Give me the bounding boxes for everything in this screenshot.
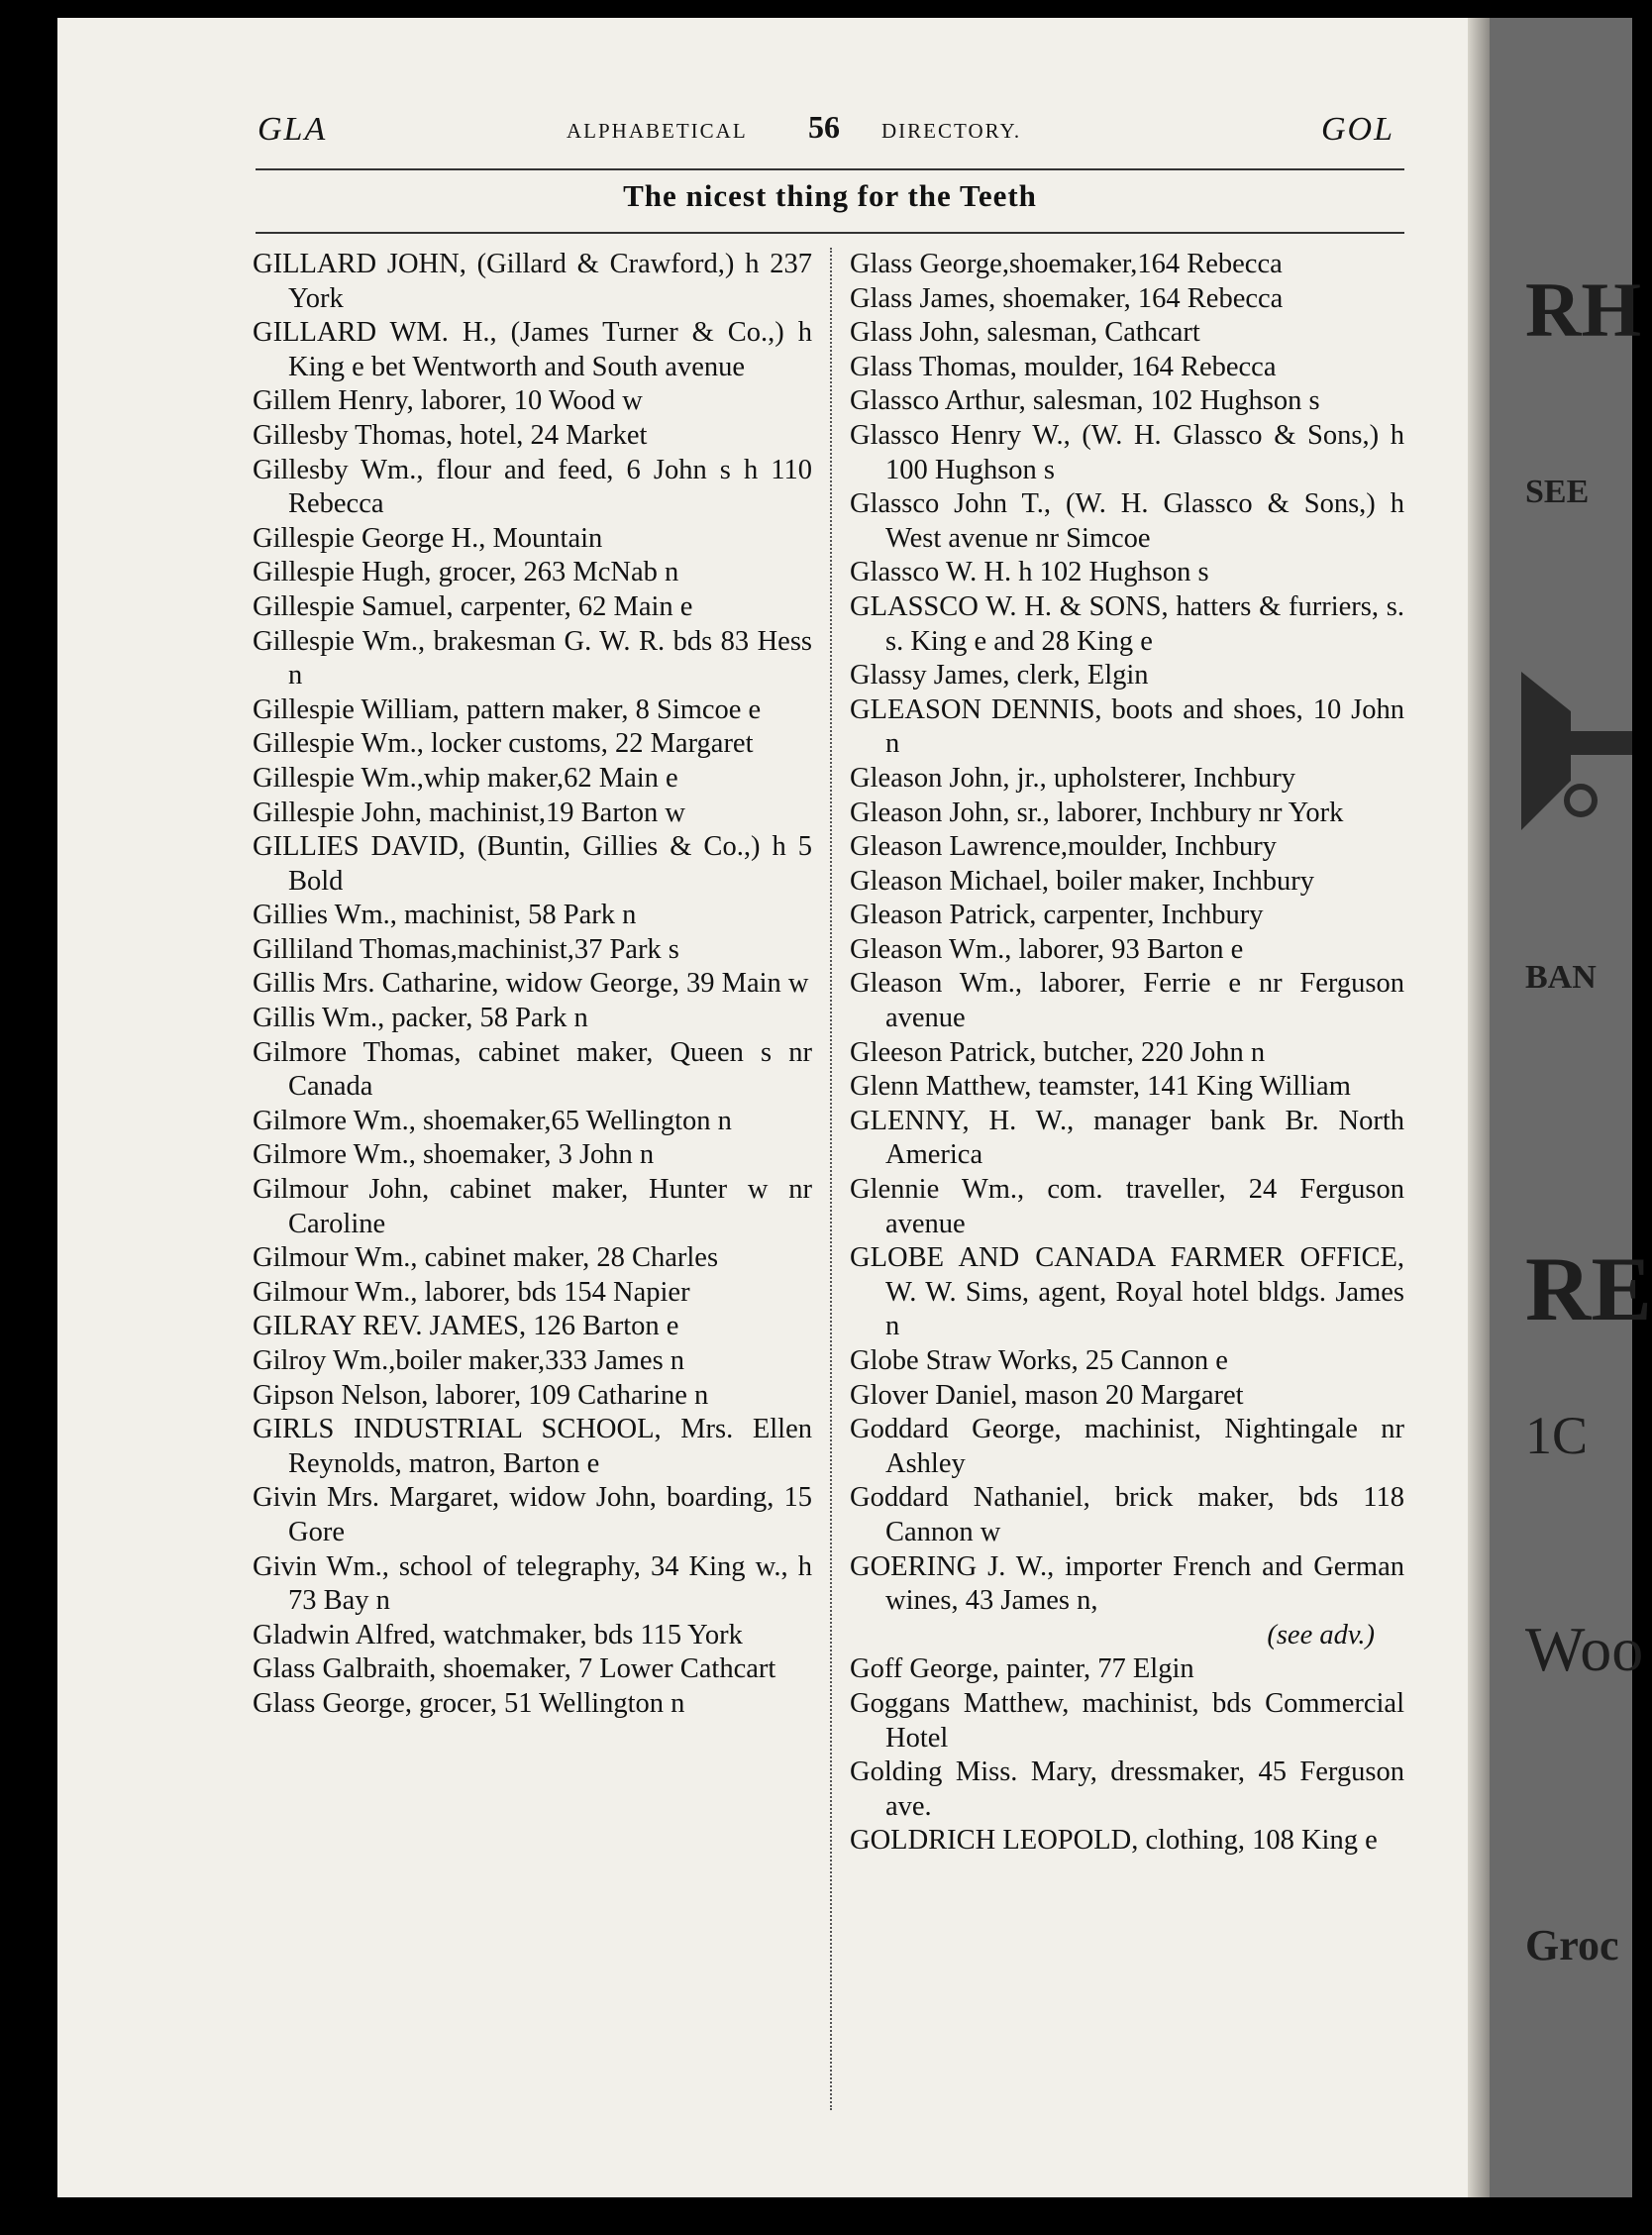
right-column <box>850 248 1404 1859</box>
directory-entry: Gilmour Wm., cabinet maker, 28 Charles <box>253 1242 719 1274</box>
directory-entry: Gilmore Thomas, cabinet maker, Queen s nr Canada <box>253 1036 812 1103</box>
directory-entry: Gleason Patrick, carpenter, Inchbury <box>850 900 1264 931</box>
see-advert-note: (see adv.) <box>1267 1619 1375 1650</box>
directory-entry: Gillis Mrs. Catharine, widow George, 39 Main w <box>253 968 809 1000</box>
directory-entry: Gilmour Wm., laborer, bds 154 Napier <box>253 1276 690 1308</box>
directory-entry: Gillespie Wm.,whip maker,62 Main e <box>253 762 678 794</box>
directory-entry: GILLIES DAVID, (Buntin, Gillies & Co.,) h 5 Bold <box>253 831 812 897</box>
directory-entry: Golding Miss. Mary, dressmaker, 45 Ferguson ave. <box>850 1756 1404 1822</box>
directory-entry: Glass John, salesman, Cathcart <box>850 317 1200 349</box>
directory-entry: Gillies Wm., machinist, 58 Park n <box>253 900 637 931</box>
directory-entry: Gleason John, jr., upholsterer, Inchbury <box>850 762 1296 794</box>
directory-entry: Goddard George, machinist, Nightingale nr Ashley <box>850 1414 1404 1479</box>
directory-entry: Gleason Wm., laborer, Ferrie e nr Ferguson avenue <box>850 968 1404 1034</box>
page-edge <box>1468 18 1490 2197</box>
directory-entry: Glass George,shoemaker,164 Rebecca <box>850 249 1283 279</box>
directory-entry: Glassy James, clerk, Elgin <box>850 660 1149 692</box>
directory-entry: Gillespie Wm., locker customs, 22 Margaret <box>253 728 754 760</box>
directory-entry: GILRAY REV. JAMES, 126 Barton e <box>253 1311 679 1342</box>
trumpet-icon <box>1511 652 1632 850</box>
directory-entry: GIRLS INDUSTRIAL SCHOOL, Mrs. Ellen Reynolds, matron, Barton e <box>253 1414 812 1479</box>
directory-entry: GILLARD JOHN, (Gillard & Crawford,) h 237 York <box>253 249 812 314</box>
directory-entry: GLOBE AND CANADA FARMER OFFICE, W. W. Sims, agent, Royal hotel bldgs. James n <box>850 1242 1404 1342</box>
running-head <box>198 103 1406 159</box>
directory-entry: Glennie Wm., com. traveller, 24 Ferguson avenue <box>850 1174 1404 1239</box>
directory-entry: Glass James, shoemaker, 164 Rebecca <box>850 282 1284 314</box>
directory-entry: Gillespie John, machinist,19 Barton w <box>253 797 685 828</box>
directory-entry: Gillespie George H., Mountain <box>253 522 603 554</box>
directory-entry: Gillespie Wm., brakesman G. W. R. bds 83 Hess n <box>253 625 812 692</box>
directory-entry: GOERING J. W., importer French and German wines, 43 James n, <box>850 1550 1404 1617</box>
directory-entry: Gillespie Hugh, grocer, 263 McNab n <box>253 557 679 588</box>
directory-entry: Givin Mrs. Margaret, widow John, boarding, 15 Gore <box>253 1482 812 1547</box>
directory-entry: Gilmour John, cabinet maker, Hunter w nr Caroline <box>253 1174 812 1239</box>
adjacent-ad-page <box>1490 18 1652 2197</box>
directory-entry: Gipson Nelson, laborer, 109 Catharine n <box>253 1379 709 1411</box>
directory-entry: Glassco Henry W., (W. H. Glassco & Sons,) h 100 Hughson s <box>850 419 1404 485</box>
directory-entry: Glover Daniel, mason 20 Margaret <box>850 1379 1244 1411</box>
directory-entry: Gillesby Wm., flour and feed, 6 John s h 110 Rebecca <box>253 454 812 520</box>
directory-entry: Glassco W. H. h 102 Hughson s <box>850 557 1209 588</box>
banner-rule <box>256 232 1404 234</box>
directory-entry: Gillespie Samuel, carpenter, 62 Main e <box>253 590 693 622</box>
directory-entry: Gleason John, sr., laborer, Inchbury nr York <box>850 797 1344 828</box>
directory-entry: Gleeson Patrick, butcher, 220 John n <box>850 1036 1266 1068</box>
ad-fragment-5: 1C <box>1525 1406 1589 1465</box>
directory-entry: Gilroy Wm.,boiler maker,333 James n <box>253 1345 685 1376</box>
header-center-left: ALPHABETICAL <box>567 119 748 143</box>
directory-entry: Gleason Lawrence,moulder, Inchbury <box>850 831 1277 863</box>
ad-fragment-4: RE <box>1525 1238 1652 1339</box>
page-number: 56 <box>808 109 840 145</box>
ad-fragment-6: Woo <box>1525 1614 1644 1684</box>
directory-entry: Gillespie William, pattern maker, 8 Simcoe e <box>253 693 762 725</box>
directory-entry: Glass George, grocer, 51 Wellington n <box>253 1687 685 1719</box>
header-rule <box>256 168 1404 170</box>
directory-entry: Gilmore Wm., shoemaker,65 Wellington n <box>253 1105 732 1136</box>
directory-entry: GLASSCO W. H. & SONS, hatters & furriers, s. s. King e and 28 King e <box>850 590 1404 657</box>
directory-entry: GLEASON DENNIS, boots and shoes, 10 John n <box>850 693 1404 760</box>
directory-entry: GILLARD WM. H., (James Turner & Co.,) h King e bet Wentworth and South avenue <box>253 317 812 382</box>
directory-entry: Gillis Wm., packer, 58 Park n <box>253 1003 588 1034</box>
directory-entry: Gleason Wm., laborer, 93 Barton e <box>850 933 1244 965</box>
left-column <box>253 248 812 1722</box>
ad-fragment-2: SEE <box>1525 474 1590 510</box>
directory-entry: Gladwin Alfred, watchmaker, bds 115 York <box>253 1619 743 1650</box>
directory-entry: Glassco Arthur, salesman, 102 Hughson s <box>850 385 1320 417</box>
ad-fragment-1: RH <box>1525 266 1641 353</box>
directory-entry: Glenn Matthew, teamster, 141 King William <box>850 1071 1351 1103</box>
directory-entry: Givin Wm., school of telegraphy, 34 King w., h 73 Bay n <box>253 1550 812 1617</box>
directory-entry: Goggans Matthew, machinist, bds Commercial Hotel <box>850 1687 1404 1754</box>
directory-entry: Goff George, painter, 77 Elgin <box>850 1653 1194 1685</box>
directory-entry: Glass Galbraith, shoemaker, 7 Lower Cathcart <box>253 1653 776 1685</box>
directory-entry: GLENNY, H. W., manager bank Br. North America <box>850 1105 1404 1171</box>
header-center-right: DIRECTORY. <box>881 119 1022 143</box>
directory-entry: Gilliland Thomas,machinist,37 Park s <box>253 933 679 965</box>
directory-entry: Globe Straw Works, 25 Cannon e <box>850 1345 1228 1376</box>
directory-entry: Gillesby Thomas, hotel, 24 Market <box>253 419 648 451</box>
directory-entry: Gilmore Wm., shoemaker, 3 John n <box>253 1139 655 1171</box>
directory-entry: Glass Thomas, moulder, 164 Rebecca <box>850 351 1277 382</box>
directory-entry: Glassco John T., (W. H. Glassco & Sons,) h West avenue nr Simcoe <box>850 488 1404 554</box>
column-divider <box>830 248 832 2110</box>
header-left-word: GLA <box>258 111 328 148</box>
directory-entry: GOLDRICH LEOPOLD, clothing, 108 King e <box>850 1825 1378 1857</box>
ad-fragment-7: Groc <box>1525 1921 1619 1969</box>
directory-entry: Gillem Henry, laborer, 10 Wood w <box>253 385 643 417</box>
ad-fragment-3: BAN <box>1525 959 1597 996</box>
directory-entry: Gleason Michael, boiler maker, Inchbury <box>850 865 1314 897</box>
directory-entry: Goddard Nathaniel, brick maker, bds 118 Cannon w <box>850 1482 1404 1547</box>
header-right-word: GOL <box>1321 111 1395 148</box>
advert-banner: The nicest thing for the Teeth <box>623 178 1037 213</box>
